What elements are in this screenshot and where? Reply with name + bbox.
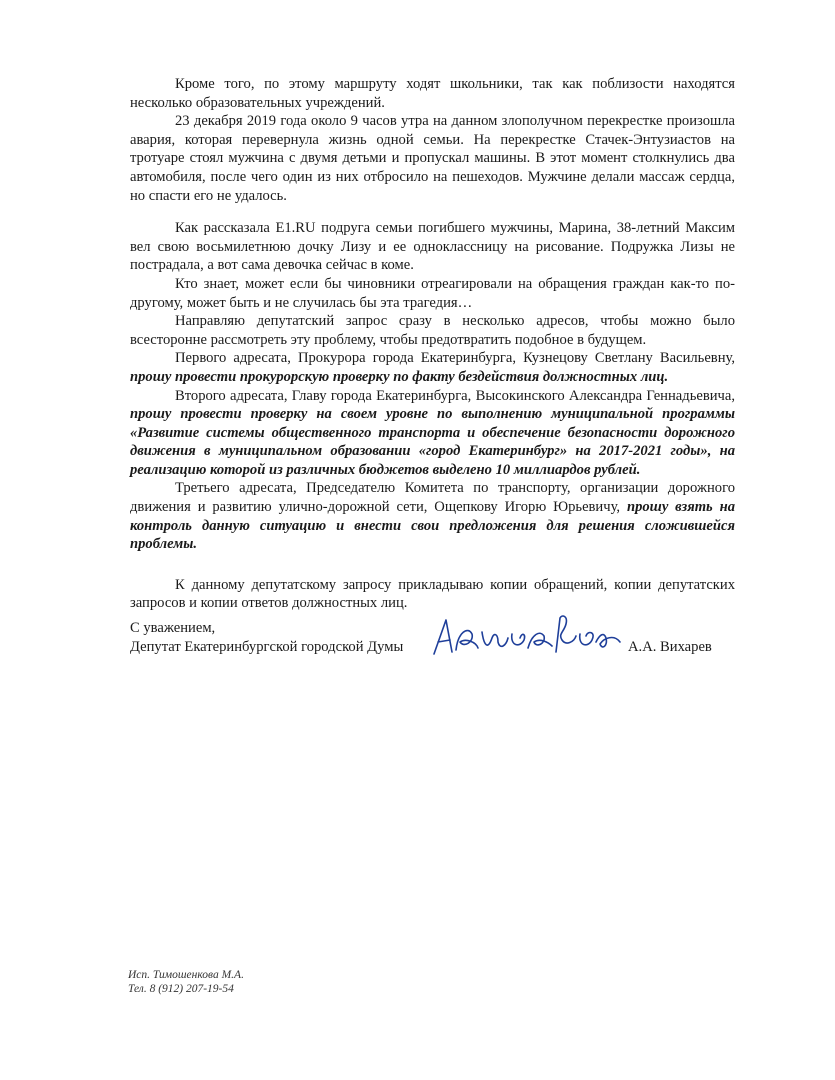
third-addressee-request: прошу взять на контроль данную ситуацию и внести свои предложения для решения сложившейся проблемы. <box>130 499 736 553</box>
signature-block <box>130 619 735 656</box>
first-addressee-request: прошу провести прокурорскую проверку по факту бездействия должностных лиц. <box>130 368 669 385</box>
paragraph-e1-report: Как рассказала E1.RU подруга семьи погибшего мужчины, Марина, 38-летний Максим вел свою восьмилетнюю дочку Лизу и ее одноклассницу на рисование. Подружка Лизы не пострадала, а вот сама девочка сейчас в коме. <box>130 220 735 274</box>
executor-phone: Тел. 8 (912) 207-19-54 <box>128 983 234 995</box>
paragraph-accident: 23 декабря 2019 года около 9 часов утра на данном злополучном перекрестке произошла авария, которая перевернула жизнь одной семьи. На перекрестке Стачек-Энтузиастов на тротуаре стоял мужчина с двумя детьми и пропускал машины. В этот момент столкнулись два автомобиля, после чего один из них отбросило на пешеходов. Мужчине делали массаж сердца, но спасти его не удалось. <box>130 113 735 204</box>
paragraph-first-addressee <box>130 349 735 386</box>
second-addressee-request: прошу провести проверку на своем уровне по выполнению муниципальной программы «Развитие системы общественного транспорта и обеспечение безопасности дорожного движения в муниципальном образовании «город Екатеринбург» на 2017-2021 годы», на реализацию которой из различных бюджетов выделено 10 миллиардов рублей. <box>130 406 735 478</box>
paragraph-third-addressee <box>130 479 735 553</box>
deputy-position: Депутат Екатеринбургской городской Думы <box>130 638 404 655</box>
paragraph-attachments: К данному депутатскому запросу прикладываю копии обращений, копии депутатских запросов и копии ответов должностных лиц. <box>130 576 735 612</box>
deputy-name: А.А. Вихарев <box>628 639 712 655</box>
executor-name: Исп. Тимошенкова М.А. <box>128 969 244 981</box>
paragraph-second-addressee <box>130 387 735 480</box>
paragraph-officials: Кто знает, может если бы чиновники отреагировали на обращения граждан как-то по-другому, может быть и не случилась бы эта трагедия… <box>130 275 735 311</box>
third-addressee-text: Третьего адресата, Председателю Комитета по транспорту, организации дорожного движения и развитию улично-дорожной сети, Ощепкову Игорю Юрьевичу, <box>130 480 735 516</box>
letter-body <box>130 75 735 613</box>
paragraph-request-intro: Направляю депутатский запрос сразу в несколько адресов, чтобы можно было всесторонне рассмотреть эту проблему, чтобы предотвратить подобное в будущем. <box>130 313 735 348</box>
second-addressee-text: Второго адресата, Главу города Екатеринбурга, Высокинского Александра Геннадьевича, <box>175 387 735 404</box>
handwritten-signature <box>428 612 628 668</box>
closing-phrase: С уважением, <box>130 620 216 636</box>
paragraph-schoolchildren: Кроме того, по этому маршруту ходят школьники, так как поблизости находятся несколько образовательных учреждений. <box>130 76 735 111</box>
first-addressee-text: Первого адресата, Прокурора города Екатеринбурга, Кузнецову Светлану Васильевну, <box>175 350 735 367</box>
executor-footer <box>128 968 244 996</box>
